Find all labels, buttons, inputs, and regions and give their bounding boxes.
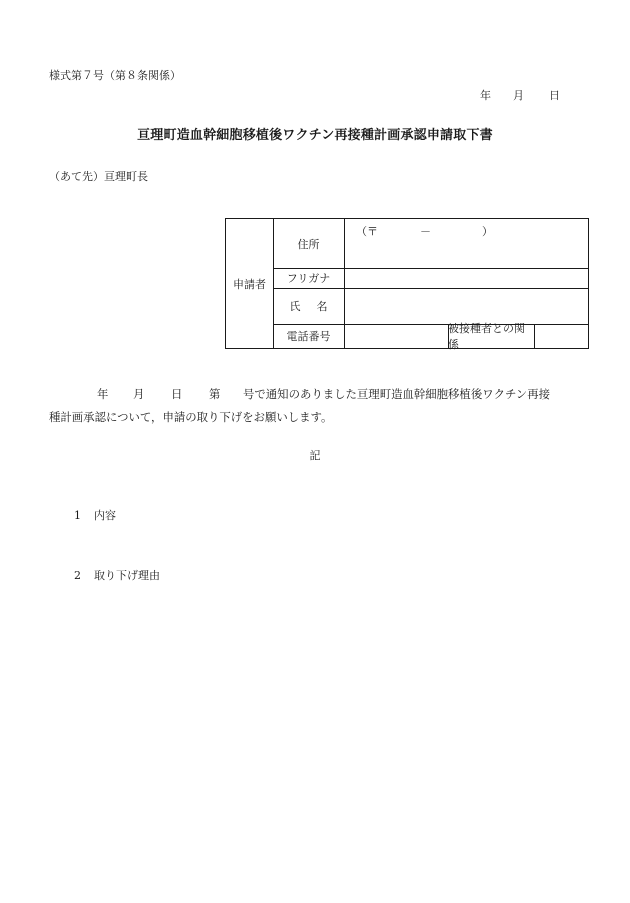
body-number-prefix: 第	[209, 387, 221, 401]
request-paragraph	[49, 383, 589, 429]
name-label-second: 名	[316, 300, 328, 313]
form-number: 様式第７号（第８条関係）	[49, 69, 181, 82]
body-year: 年	[97, 387, 109, 401]
applicant-label: 申請者	[233, 277, 266, 291]
name-field[interactable]	[344, 288, 588, 324]
body-month: 月	[133, 387, 145, 401]
name-label-first: 氏	[289, 300, 301, 313]
item-content	[74, 507, 116, 523]
paragraph-line-1	[49, 383, 589, 406]
item-label: 内容	[94, 509, 116, 522]
item-number: 2	[74, 569, 81, 582]
body-line1-rest: 号で通知のありました亘理町造血幹細胞移植後ワクチン再接	[243, 387, 550, 401]
item-label: 取り下げ理由	[94, 569, 160, 582]
body-day: 日	[171, 387, 183, 401]
applicant-table	[225, 218, 589, 349]
address-field[interactable]	[344, 223, 584, 243]
paragraph-line-2: 種計画承認について，申請の取り下げをお願いします。	[49, 410, 333, 424]
relation-label: 被接種者との関係	[448, 322, 525, 351]
ki-heading: 記	[309, 449, 321, 462]
postal-open: （〒	[356, 225, 378, 238]
name-label	[273, 288, 344, 324]
phone-label: 電話番号	[286, 330, 331, 343]
addressee: （あて先）亘理町長	[49, 170, 148, 183]
document-title: 亘理町造血幹細胞移植後ワクチン再接種計画承認申請取下書	[137, 128, 493, 143]
postal-close: ）	[482, 225, 493, 238]
postal-dash: －	[420, 225, 431, 238]
phone-field[interactable]	[344, 324, 448, 348]
item-withdrawal-reason	[74, 567, 160, 583]
item-number: 1	[74, 509, 81, 522]
address-label: 住所	[297, 237, 320, 251]
date-year: 年	[480, 89, 491, 102]
furigana-label: フリガナ	[286, 272, 331, 285]
furigana-field[interactable]	[344, 268, 588, 288]
date-month: 月	[513, 89, 524, 102]
date-day: 日	[549, 89, 560, 102]
relation-field[interactable]	[534, 324, 588, 348]
